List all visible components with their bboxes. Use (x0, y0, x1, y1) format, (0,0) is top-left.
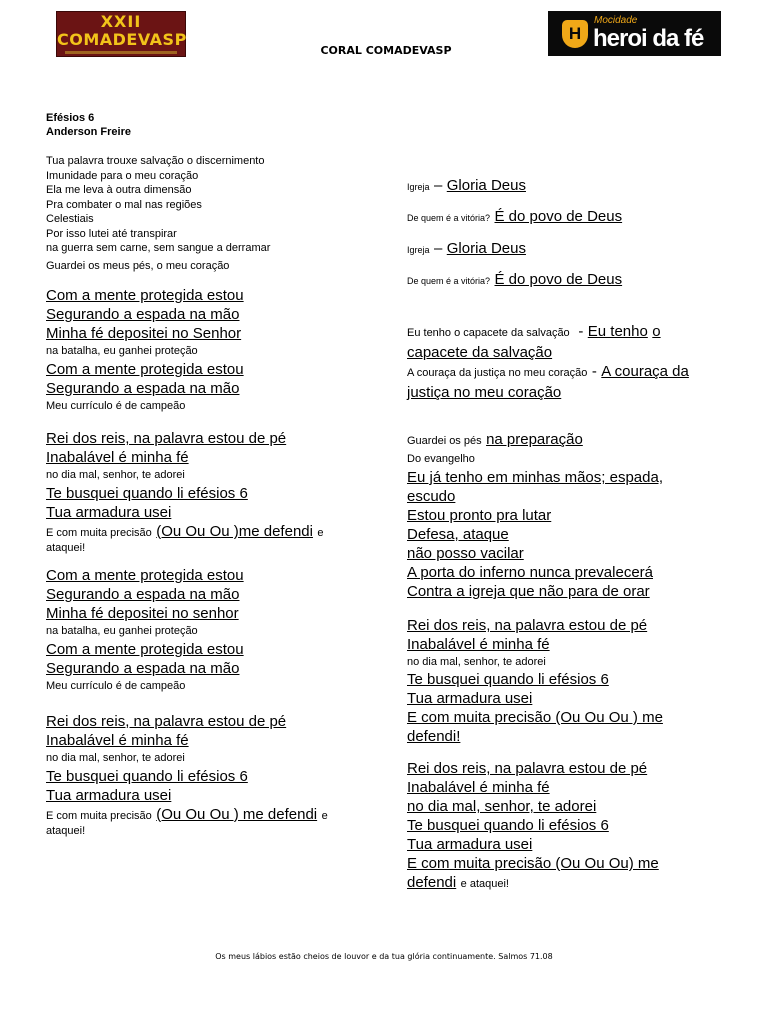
verse-line: Inabalável é minha fé (46, 449, 189, 466)
call-dash: – (433, 177, 443, 194)
chorus-line: Segurando a espada na mão (46, 306, 240, 323)
chorus-line: Com a mente protegida estou (46, 640, 244, 658)
verse-small-text: e (321, 809, 328, 822)
armor-big: o capacete da salvação (407, 323, 661, 361)
logo-left-line1: XXII (100, 12, 142, 31)
verse-line: Tua armadura usei (46, 786, 172, 804)
verse-line: Inabalável é minha fé (407, 636, 550, 653)
verse-line: E com muita precisão (Ou Ou Ou) me (407, 855, 659, 872)
left-column (46, 111, 386, 838)
armor-big: Eu tenho (587, 323, 648, 340)
bridge-line: Contra a igreja que não para de orar (407, 583, 650, 600)
call-big: É do povo de Deus (494, 208, 623, 225)
bridge-small: Guardei os pés (407, 435, 482, 447)
verse-line: Rei dos reis, na palavra estou de pé (407, 617, 648, 634)
verse-line: Tua armadura usei (46, 504, 172, 521)
verse-big-text: (Ou Ou Ou )me defendi (156, 523, 313, 540)
chorus-line: Com a mente protegida estou (46, 287, 244, 304)
intro-line: Celestiais (46, 213, 94, 225)
footer-verse: Os meus lábios estão cheios de louvor e da tua glória continuamente. Salmos 71.08 (215, 952, 553, 961)
verse-line: defendi! (407, 728, 461, 745)
verse-line: Rei dos reis, na palavra estou de pé (407, 760, 648, 777)
armor-small: Eu tenho o capacete da salvação (407, 327, 570, 339)
verse-block-2 (46, 712, 386, 839)
shield-icon: H (562, 20, 588, 48)
verse-block-4 (407, 759, 727, 894)
bridge-line: não posso vacilar (407, 545, 524, 562)
right-column (407, 176, 717, 317)
call-big: Gloria Deus (446, 177, 526, 194)
call-small: Igreja (407, 182, 430, 192)
verse-big-text: (Ou Ou Ou ) me defendi (156, 805, 318, 823)
call-small: Igreja (407, 245, 430, 255)
chorus-small-line: Meu currículo é de campeão (46, 400, 186, 412)
logo-left-line2: COMADEVASP (57, 30, 187, 49)
chorus-line: Segurando a espada na mão (46, 585, 240, 603)
armor-small: A couraça da justiça no meu coração (407, 367, 588, 379)
chorus-small-line: na batalha, eu ganhei proteção (46, 624, 198, 637)
intro-line: Guardei os meus pés, o meu coração (46, 259, 230, 272)
call-small: De quem é a vitória? (407, 213, 491, 223)
verse-small-line: no dia mal, senhor, te adorei (46, 469, 185, 481)
page-title: CORAL COMADEVASP (320, 44, 452, 57)
verse-line: E com muita precisão (Ou Ou Ou ) me (407, 709, 663, 726)
intro-line: Por isso lutei até transpirar (46, 227, 177, 240)
chorus-line: Com a mente protegida estou (46, 566, 244, 584)
chorus-line: Minha fé depositei no senhor (46, 604, 239, 622)
verse-line: no dia mal, senhor, te adorei (407, 798, 597, 815)
verse-small-line: ataquei! (46, 542, 86, 554)
verse-line: Rei dos reis, na palavra estou de pé (46, 712, 287, 730)
armor-section (407, 322, 719, 402)
verse-small-line: no dia mal, senhor, te adorei (46, 751, 185, 764)
call-response-block (407, 176, 717, 291)
intro-line: Imunidade para o meu coração (46, 169, 199, 182)
verse-small-line: no dia mal, senhor, te adorei (407, 656, 546, 668)
verse-small-text: E com muita precisão (46, 527, 152, 539)
bridge-line: A porta do inferno nunca prevalecerá (407, 564, 653, 581)
bridge-line: Eu já tenho em minhas mãos; espada, (407, 469, 663, 486)
verse-block-1 (46, 429, 386, 556)
call-small: De quem é a vitória? (407, 276, 491, 286)
bridge-block (407, 430, 727, 601)
verse-small-text: e ataquei! (460, 878, 509, 890)
bridge-small-line: Do evangelho (407, 453, 475, 465)
intro-line: Pra combater o mal nas regiões (46, 198, 202, 211)
call-big: Gloria Deus (446, 240, 526, 257)
logo-right-big: heroi da fé (593, 25, 704, 52)
chorus-block-2 (46, 566, 386, 695)
bridge-line: Defesa, ataque (407, 526, 509, 543)
verse-line: Te busquei quando li efésios 6 (46, 767, 248, 785)
verse-line: Tua armadura usei (407, 836, 533, 853)
verse-line: Te busquei quando li efésios 6 (46, 485, 248, 502)
chorus-line: Segurando a espada na mão (46, 380, 240, 397)
intro-line: Tua palavra trouxe salvação o discernimento (46, 155, 265, 167)
song-artist: Anderson Freire (46, 126, 131, 138)
chorus-small-line: Meu currículo é de campeão (46, 679, 186, 692)
intro-line: na guerra sem carne, sem sangue a derramar (46, 242, 271, 254)
verse-line: defendi (407, 874, 457, 891)
verse-line: Tua armadura usei (407, 690, 533, 707)
verse-line: Rei dos reis, na palavra estou de pé (46, 430, 287, 447)
call-dash: – (433, 240, 443, 257)
bridge-big: na preparação (486, 431, 583, 448)
armor-big: justiça no meu coração (407, 384, 562, 401)
intro-line: Ela me leva à outra dimensão (46, 184, 192, 196)
armor-dash: - (591, 363, 597, 380)
bridge-line: Estou pronto pra lutar (407, 507, 552, 524)
heroi-da-fe-logo (548, 11, 721, 56)
verse-block-3 (407, 616, 727, 746)
chorus-block-1 (46, 286, 386, 415)
armor-dash: - (578, 323, 584, 340)
chorus-line: Minha fé depositei no Senhor (46, 325, 242, 342)
call-big: É do povo de Deus (494, 271, 623, 288)
armor-big: A couraça da (601, 363, 689, 380)
verse-small-text: e (317, 527, 324, 539)
verse-line: Te busquei quando li efésios 6 (407, 817, 609, 834)
song-title: Efésios 6 (46, 112, 95, 124)
chorus-line: Segurando a espada na mão (46, 659, 240, 677)
chorus-line: Com a mente protegida estou (46, 361, 244, 378)
logo-right-small: Mocidade (594, 15, 638, 26)
verse-line: Inabalável é minha fé (46, 731, 189, 749)
bridge-line: escudo (407, 488, 456, 505)
verse-line: Te busquei quando li efésios 6 (407, 671, 609, 688)
chorus-small-line: na batalha, eu ganhei proteção (46, 345, 198, 357)
verse-small-line: ataquei! (46, 824, 86, 837)
verse-line: Inabalável é minha fé (407, 779, 550, 796)
intro-block (46, 154, 386, 273)
verse-small-text: E com muita precisão (46, 809, 152, 822)
